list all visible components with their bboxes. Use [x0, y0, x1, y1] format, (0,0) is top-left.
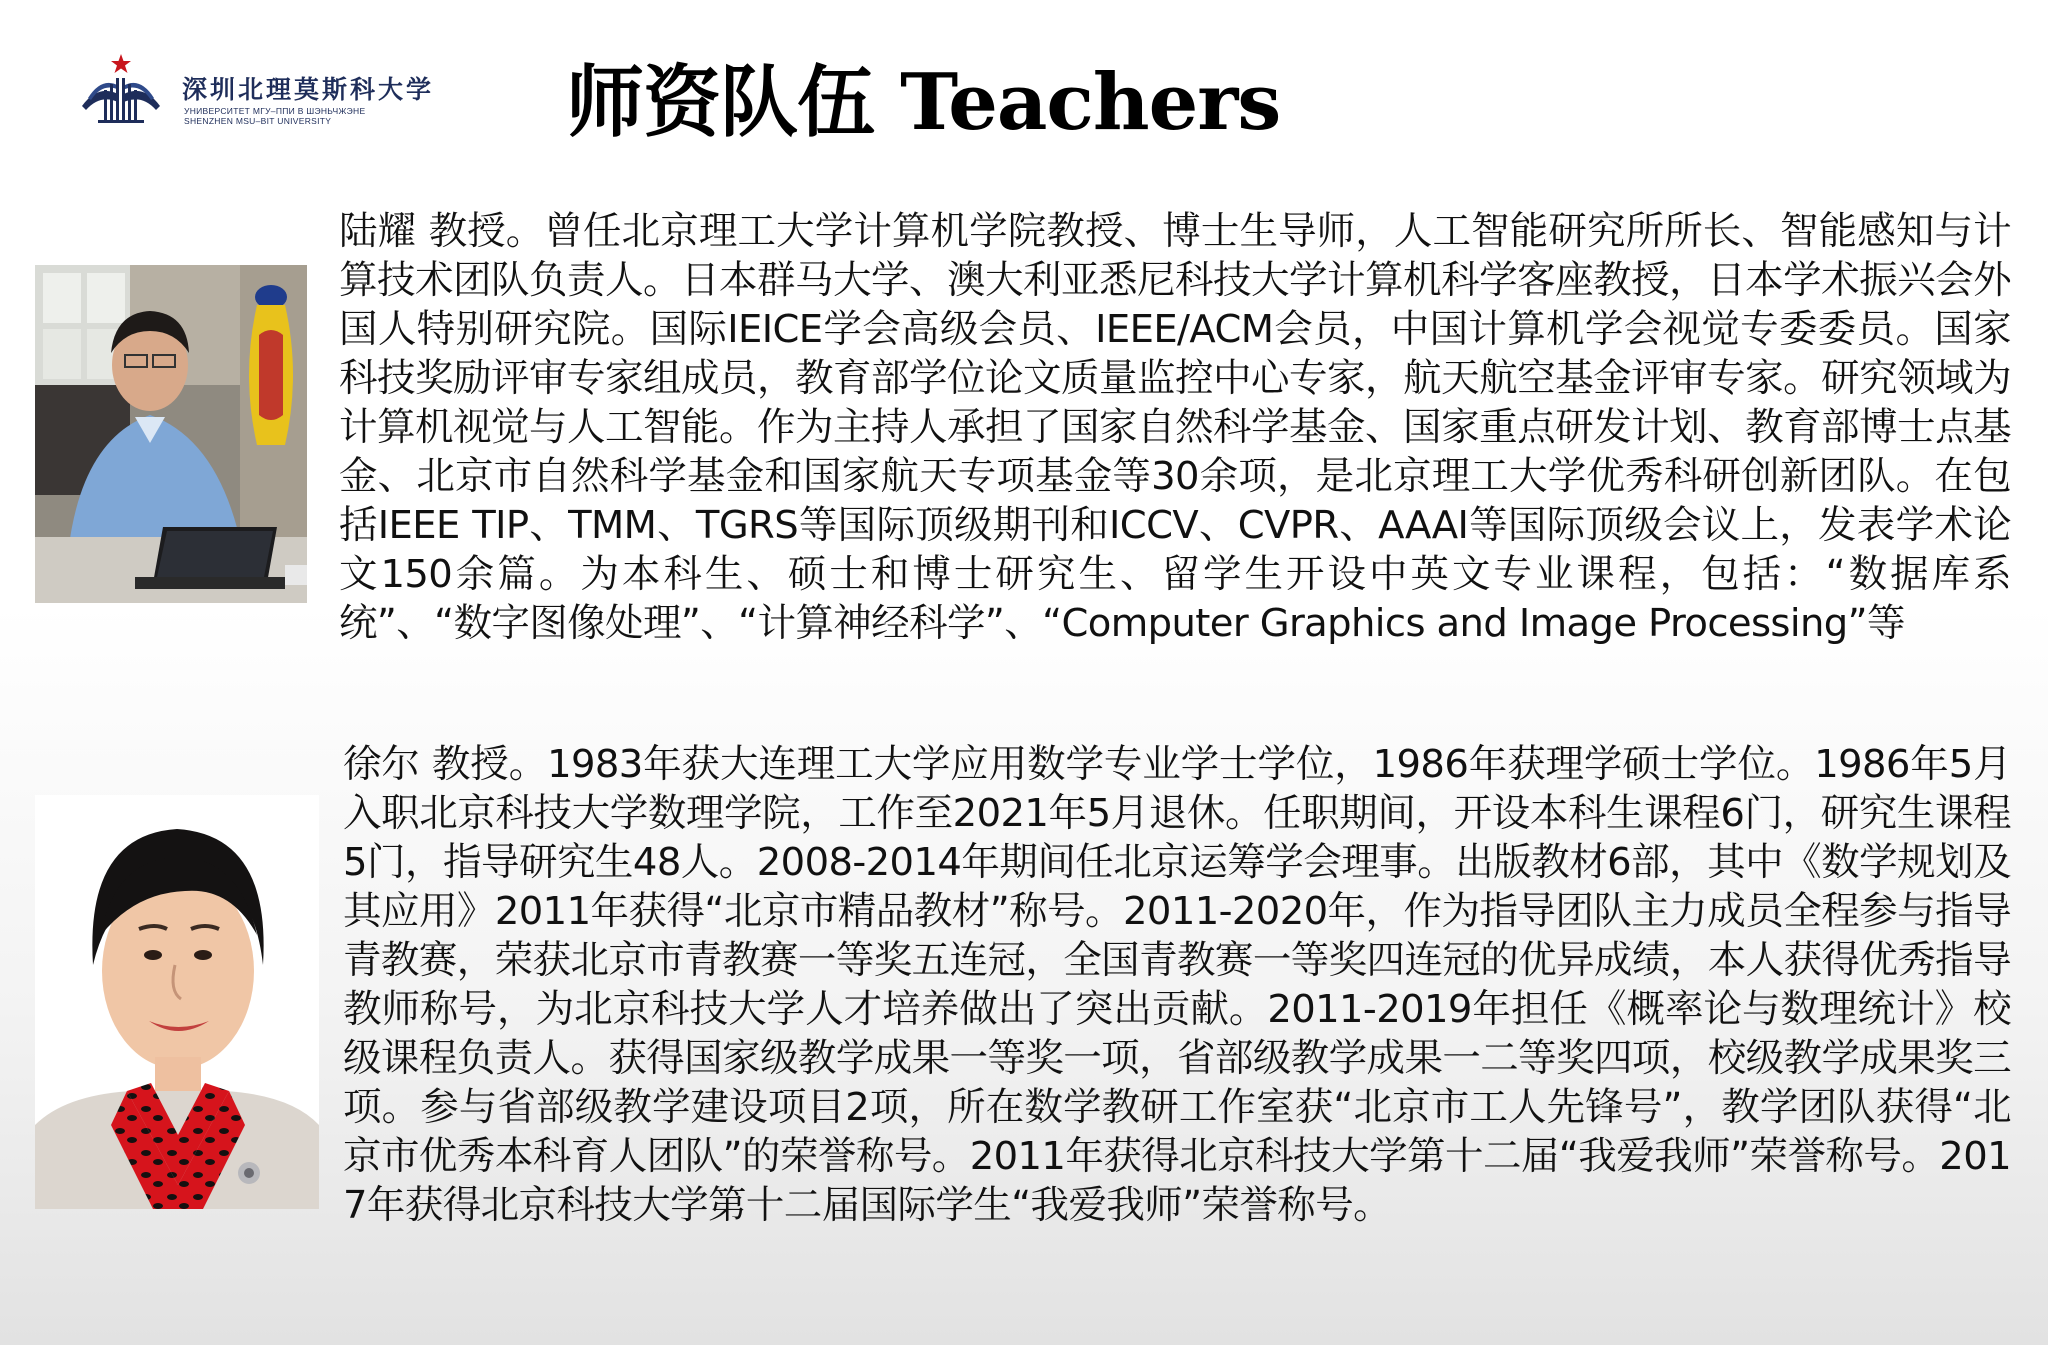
- logo-name-cn: 深圳北理莫斯科大学: [182, 75, 435, 104]
- teacher-2-photo: [35, 795, 319, 1209]
- page-title: 师资队伍 Teachers: [566, 57, 1281, 148]
- logo-name-ru: УНИВЕРСИТЕТ МГУ–ППИ В ШЭНЬЧЖЭНЕ: [184, 106, 366, 116]
- university-emblem-icon: [78, 52, 174, 132]
- university-logo: [78, 52, 438, 134]
- teacher-1-bio: 陆耀 教授。曾任北京理工大学计算机学院教授、博士生导师，人工智能研究所所长、智能感知与计算技术团队负责人。日本群马大学、澳大利亚悉尼科技大学计算机科学客座教授，日本学术振兴会外国人特别研究院。国际IEICE学会高级会员、IEEE/ACM会员，中国计算机学会视觉专委委员。国家科技奖励评审专家组成员，教育部学位论文质量监控中心专家，航天航空基金评审专家。研究领域为计算机视觉与人工智能。作为主持人承担了国家自然科学基金、国家重点研发计划、教育部博士点基金、北京市自然科学基金和国家航天专项基金等30余项，是北京理工大学优秀科研创新团队。在包括IEEE TIP、TMM、TGRS等国际顶级期刊和ICCV、CVPR、AAAI等国际顶级会议上，发表学术论文150余篇。为本科生、硕士和博士研究生、留学生开设中英文专业课程，包括：“数据库系统”、“数字图像处理”、“计算神经科学”、“Computer Graphics and Image Processing”等: [339, 209, 2011, 646]
- teacher-1-photo: [35, 265, 307, 603]
- portrait-photo-woman: [35, 795, 319, 1209]
- portrait-photo-man: [35, 265, 307, 603]
- teacher-2-bio: 徐尔 教授。1983年获大连理工大学应用数学专业学士学位，1986年获理学硕士学位。1986年5月入职北京科技大学数理学院，工作至2021年5月退休。任职期间，开设本科生课程6门，研究生课程5门，指导研究生48人。2008-2014年期间任北京运筹学会理事。出版教材6部，其中《数学规划及其应用》2011年获得“北京市精品教材”称号。2011-2020年，作为指导团队主力成员全程参与指导青教赛，荣获北京市青教赛一等奖五连冠，全国青教赛一等奖四连冠的优异成绩，本人获得优秀指导教师称号，为北京科技大学人才培养做出了突出贡献。2011-2019年担任《概率论与数理统计》校级课程负责人。获得国家级教学成果一等奖一项，省部级教学成果一二等奖四项，校级教学成果奖三项。参与省部级教学建设项目2项，所在数学教研工作室获“北京市工人先锋号”，教学团队获得“北京市优秀本科育人团队”的荣誉称号。2011年获得北京科技大学第十二届“我爱我师”荣誉称号。2017年获得北京科技大学第十二届国际学生“我爱我师”荣誉称号。: [343, 742, 2011, 1228]
- logo-name-en: SHENZHEN MSU–BIT UNIVERSITY: [184, 116, 332, 126]
